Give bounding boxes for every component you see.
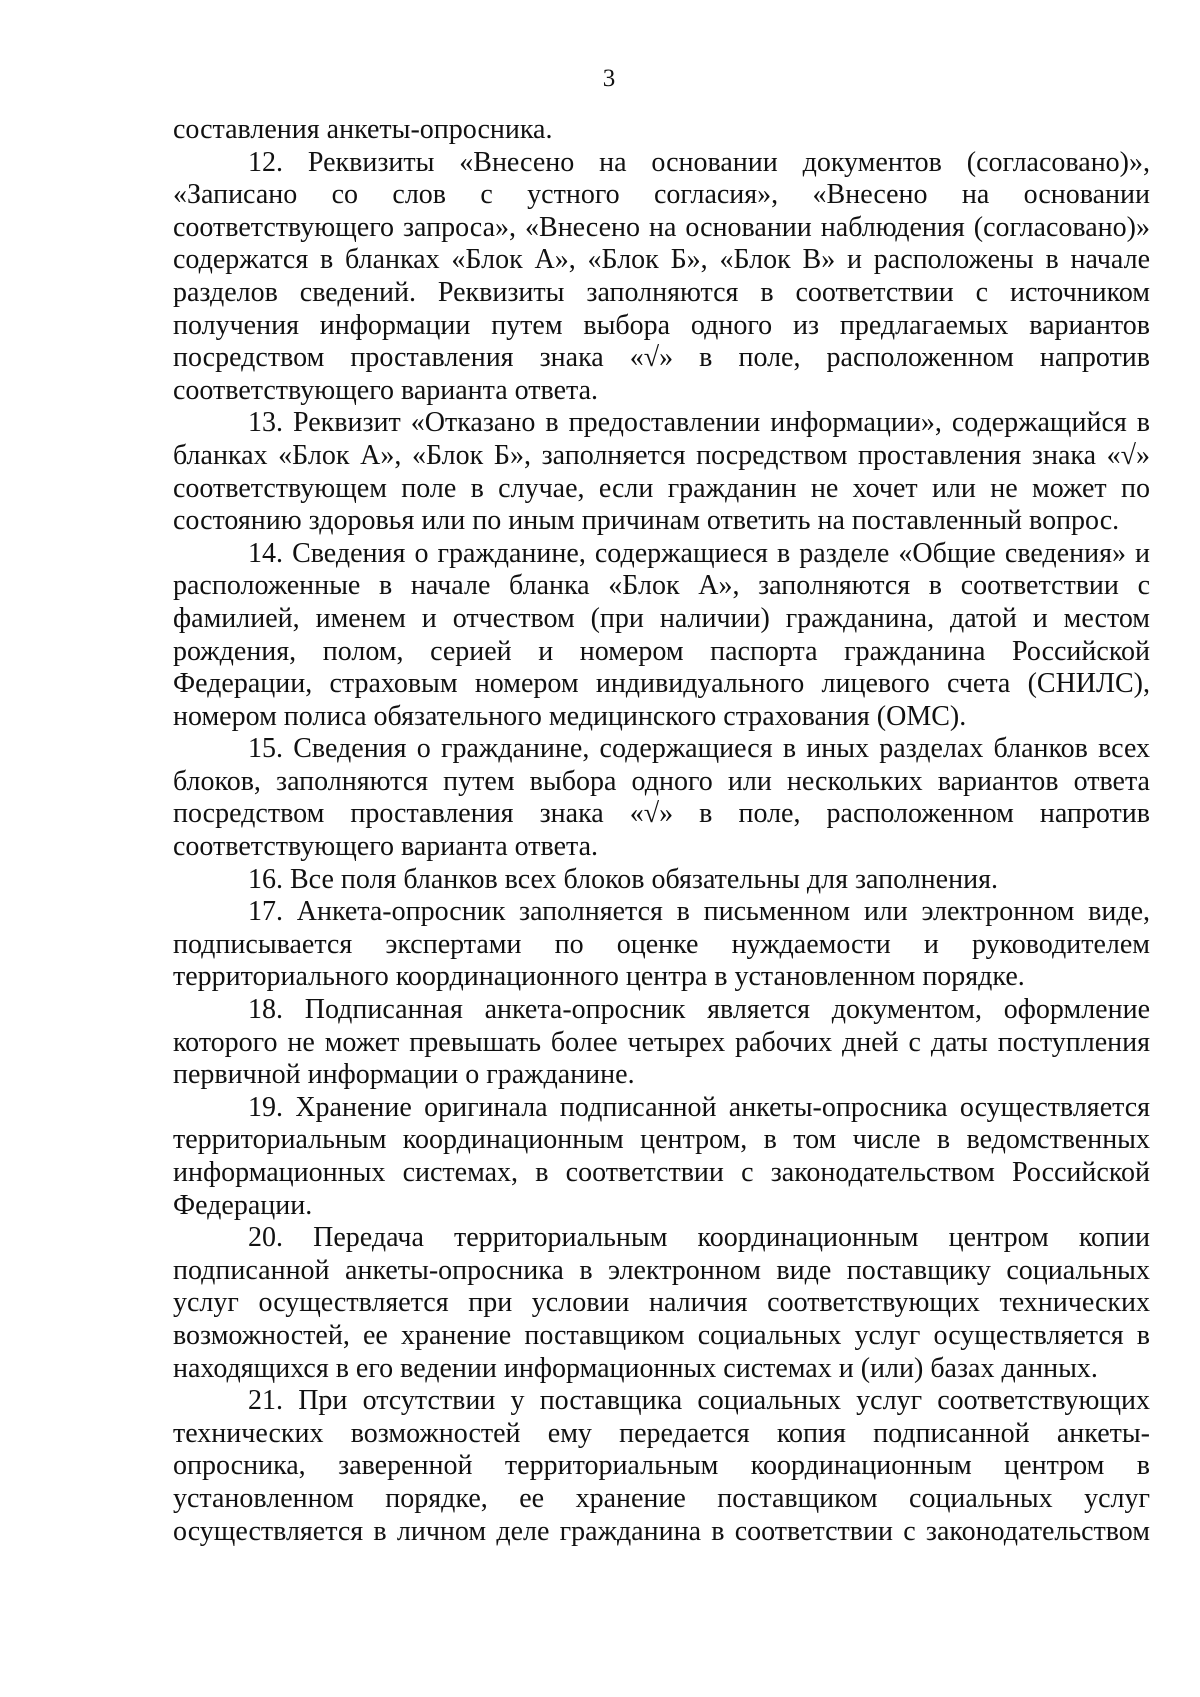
paragraph-number: 21. — [248, 1385, 283, 1417]
paragraph-text: Сведения о гражданине, содержащиеся в иных разделах бланков всех блоков, заполняются путем выбора одного или нескольких вариантов ответа посредством проставления знака «√» в поле, расположенном напротив соответствующего варианта ответа. — [173, 733, 1151, 863]
paragraph-number: 14. — [248, 537, 283, 569]
paragraph-text: Реквизиты «Внесено на основании документов (согласовано)», «Записано со слов с устного согласия», «Внесено на основании соответствующего запроса», «Внесено на основании наблюдения (согласовано)» содержатся в бланках «Блок А», «Блок Б», «Блок В» и расположены в начале разделов сведений. Реквизиты заполняются в соответствии с источником получения информации путем выбора одного из предлагаемых вариантов посредством проставления знака «√» в поле, расположенном напротив соответствующего варианта ответа. — [173, 146, 1150, 406]
paragraph-continuation — [173, 114, 1150, 147]
paragraph-number: 12. — [248, 146, 283, 178]
paragraph-number: 19. — [248, 1091, 283, 1123]
paragraph-15 — [173, 733, 1150, 863]
paragraph-text: Реквизит «Отказано в предоставлении информации», содержащийся в бланках «Блок А», «Блок Б», заполняется посредством проставления знака «√» соответствующем поле в случае, если гражданин не хочет или не может по состоянию здоровья или по иным причинам ответить на поставленный вопрос. — [173, 407, 1151, 537]
paragraph-19 — [173, 1092, 1150, 1222]
paragraph-21 — [173, 1385, 1150, 1548]
paragraph-text: составления анкеты-опросника. — [173, 114, 553, 145]
page-number: 3 — [602, 65, 616, 92]
paragraph-number: 17. — [248, 896, 283, 928]
paragraph-text: Хранение оригинала подписанной анкеты-опросника осуществляется территориальным координационным центром, в том числе в ведомственных информационных системах, в соответствии с законодательством Российской Федерации. — [173, 1091, 1150, 1221]
paragraph-number: 15. — [248, 733, 283, 765]
paragraph-number: 13. — [248, 407, 283, 439]
paragraph-text: Анкета-опросник заполняется в письменном или электронном виде, подписывается экспертами по оценке нуждаемости и руководителем территориального координационного центра в установленном порядке. — [173, 896, 1151, 993]
paragraph-14 — [173, 538, 1150, 734]
paragraph-text: При отсутствии у поставщика социальных услуг соответствующих технических возможностей ему передается копия подписанной анкеты-опросника, заверенной территориальным координационным центром в установленном порядке, ее хранение поставщиком социальных услуг осуществляется в личном деле гражданина в соответствии с законодательством — [173, 1385, 1151, 1547]
paragraph-20 — [173, 1222, 1150, 1385]
paragraph-text: Сведения о гражданине, содержащиеся в разделе «Общие сведения» и расположенные в начале бланка «Блок А», заполняются в соответствии с фамилией, именем и отчеством (при наличии) гражданина, датой и местом рождения, полом, серией и номером паспорта гражданина Российской Федерации, страховым номером индивидуального лицевого счета (СНИЛС), номером полиса обязательного медицинского страхования (ОМС). — [173, 537, 1150, 732]
document-body — [173, 114, 1150, 1548]
paragraph-18 — [173, 994, 1150, 1092]
paragraph-text: Передача территориальным координационным центром копии подписанной анкеты-опросника в электронном виде поставщику социальных услуг осуществляется при условии наличия соответствующих технических возможностей, ее хранение поставщиком социальных услуг осуществляется в находящихся в его ведении информационных системах и (или) базах данных. — [173, 1222, 1151, 1384]
paragraph-number: 20. — [248, 1222, 283, 1254]
paragraph-number: 18. — [248, 994, 283, 1026]
paragraph-12 — [173, 147, 1150, 408]
paragraph-text: Подписанная анкета-опросник является документом, оформление которого не может превышать более четырех рабочих дней с даты поступления первичной информации о гражданине. — [173, 994, 1150, 1091]
paragraph-13 — [173, 407, 1150, 537]
paragraph-text: Все поля бланков всех блоков обязательны для заполнения. — [290, 863, 998, 895]
paragraph-16 — [173, 864, 1150, 897]
paragraph-17 — [173, 896, 1150, 994]
paragraph-number: 16. — [248, 863, 283, 895]
